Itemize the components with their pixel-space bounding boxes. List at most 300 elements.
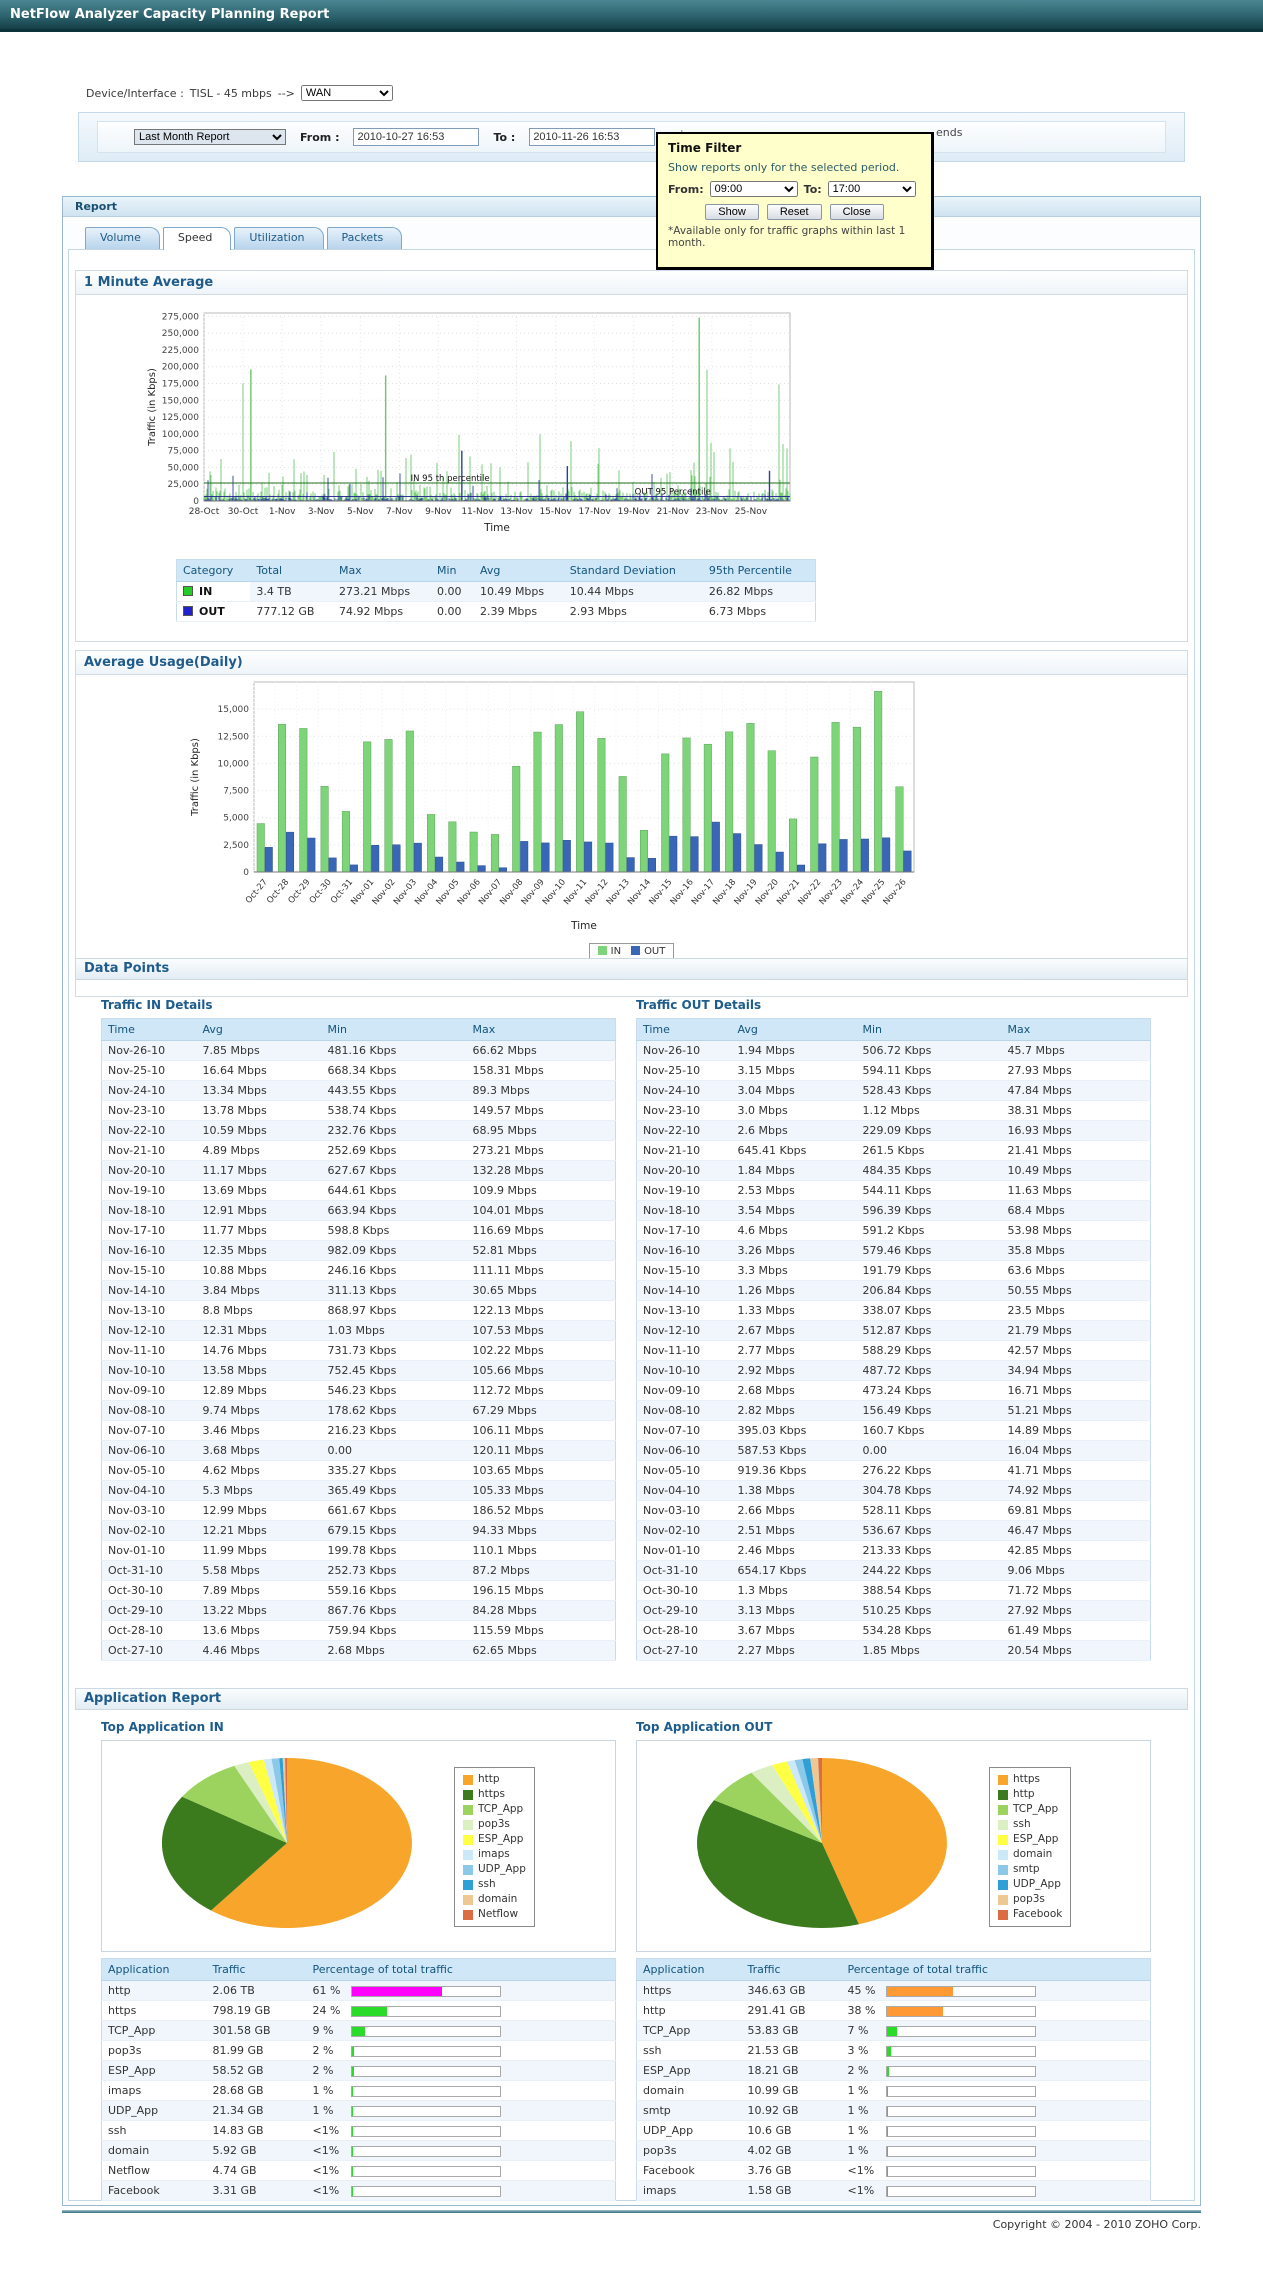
- percentage-bar: [887, 2127, 888, 2136]
- percentage-bar-track: [351, 2086, 501, 2097]
- top-application-in-pie: [102, 1741, 615, 1956]
- svg-text:10,000: 10,000: [217, 759, 249, 770]
- percentage-bar: [352, 2087, 353, 2096]
- legend-item: TCP_App: [463, 1802, 526, 1817]
- top-application-out-legend: [989, 1767, 1071, 1927]
- svg-text:3-Nov: 3-Nov: [307, 507, 335, 517]
- svg-text:Nov-21: Nov-21: [775, 877, 803, 908]
- svg-text:12,500: 12,500: [217, 732, 249, 743]
- device-interface-label: Device/Interface :: [86, 86, 184, 100]
- svg-text:1-Nov: 1-Nov: [268, 507, 296, 517]
- legend-swatch: [463, 1775, 473, 1785]
- percentage-bar-track: [351, 2006, 501, 2017]
- table-row: Nov-06-10 587.53 Kbps 0.00 16.04 Mbps: [637, 1441, 1151, 1461]
- percentage-bar-track: [886, 2126, 1036, 2137]
- table-row: Nov-25-10 3.15 Mbps 594.11 Kbps 27.93 Mbps: [637, 1061, 1151, 1081]
- table-row: Nov-04-10 5.3 Mbps 365.49 Kbps 105.33 Mbps: [102, 1481, 616, 1501]
- table-row: Nov-21-10 4.89 Mbps 252.69 Kbps 273.21 Mbps: [102, 1141, 616, 1161]
- percentage-bar: [887, 2067, 890, 2076]
- tab-speed[interactable]: Speed: [163, 227, 231, 250]
- svg-text:Oct-31: Oct-31: [329, 877, 356, 906]
- top-application-out-title: Top Application OUT: [636, 1720, 773, 1734]
- svg-text:Nov-17: Nov-17: [689, 877, 718, 908]
- svg-text:7,500: 7,500: [223, 786, 249, 797]
- legend-swatch: [998, 1775, 1008, 1785]
- table-row: Nov-18-10 3.54 Mbps 596.39 Kbps 68.4 Mbps: [637, 1201, 1151, 1221]
- percentage-bar-track: [351, 2106, 501, 2117]
- percentage-bar-track: [886, 2166, 1036, 2177]
- legend-item: smtp: [998, 1862, 1062, 1877]
- table-header-row: Time Avg Min Max: [102, 1019, 616, 1041]
- table-row: Nov-23-10 13.78 Mbps 538.74 Kbps 149.57 Mbps: [102, 1101, 616, 1121]
- report-toolbar-inner: [97, 121, 1166, 153]
- svg-text:25,000: 25,000: [167, 480, 199, 491]
- legend-swatch: [463, 1880, 473, 1890]
- percentage-bar: [352, 2187, 353, 2196]
- table-row: ssh 14.83 GB <1%: [102, 2121, 616, 2141]
- percentage-bar-track: [351, 1986, 501, 1997]
- one-minute-average-chart: [142, 301, 832, 556]
- table-row: Nov-01-10 11.99 Mbps 199.78 Kbps 110.1 Mbps: [102, 1541, 616, 1561]
- table-row: Nov-09-10 2.68 Mbps 473.24 Kbps 16.71 Mbps: [637, 1381, 1151, 1401]
- table-row: Nov-02-10 2.51 Mbps 536.67 Kbps 46.47 Mbps: [637, 1521, 1151, 1541]
- svg-text:Time: Time: [571, 920, 597, 932]
- legend-swatch: [463, 1865, 473, 1875]
- percentage-bar-track: [886, 2146, 1036, 2157]
- percentage-bar-track: [886, 2186, 1036, 2197]
- table-row: Oct-28-10 13.6 Mbps 759.94 Kbps 115.59 Mbps: [102, 1621, 616, 1641]
- legend-item: https: [463, 1787, 526, 1802]
- table-row: Nov-19-10 13.69 Mbps 644.61 Kbps 109.9 Mbps: [102, 1181, 616, 1201]
- table-row: Nov-06-10 3.68 Mbps 0.00 120.11 Mbps: [102, 1441, 616, 1461]
- percentage-bar: [887, 2147, 888, 2156]
- percentage-bar: [887, 2027, 897, 2036]
- svg-text:100,000: 100,000: [161, 429, 199, 440]
- percentage-bar: [352, 1987, 442, 1996]
- percentage-bar-track: [886, 2026, 1036, 2037]
- svg-text:Oct-30: Oct-30: [307, 877, 334, 906]
- one-minute-average-title: 1 Minute Average: [76, 271, 1187, 295]
- legend-swatch: [998, 1820, 1008, 1830]
- to-date-input[interactable]: [529, 128, 655, 146]
- series-swatch: [183, 586, 193, 596]
- table-row: Nov-16-10 12.35 Mbps 982.09 Kbps 52.81 Mbps: [102, 1241, 616, 1261]
- legend-swatch: [998, 1880, 1008, 1890]
- close-button[interactable]: Close: [830, 204, 884, 220]
- legend-item: ESP_App: [998, 1832, 1062, 1847]
- svg-text:Traffic (in Kbps): Traffic (in Kbps): [147, 368, 158, 446]
- table-row: UDP_App 21.34 GB 1 %: [102, 2101, 616, 2121]
- svg-text:Nov-22: Nov-22: [796, 877, 824, 908]
- app-header-title: NetFlow Analyzer Capacity Planning Report: [0, 0, 1263, 32]
- table-row: Nov-12-10 2.67 Mbps 512.87 Kbps 21.79 Mbps: [637, 1321, 1151, 1341]
- percentage-bar-track: [351, 2046, 501, 2057]
- device-interface-row: [86, 82, 393, 104]
- to-label: To :: [493, 130, 516, 144]
- table-row: Nov-25-10 16.64 Mbps 668.34 Kbps 158.31 Mbps: [102, 1061, 616, 1081]
- legend-swatch: [463, 1790, 473, 1800]
- svg-text:5-Nov: 5-Nov: [346, 507, 374, 517]
- table-row: Netflow 4.74 GB <1%: [102, 2161, 616, 2181]
- table-row: Nov-24-10 13.34 Mbps 443.55 Kbps 89.3 Mbps: [102, 1081, 616, 1101]
- legend-item: domain: [463, 1892, 526, 1907]
- table-row: Nov-14-10 1.26 Mbps 206.84 Kbps 50.55 Mbps: [637, 1281, 1151, 1301]
- svg-text:250,000: 250,000: [161, 329, 199, 340]
- data-points-title: Data Points: [75, 958, 1188, 980]
- svg-text:Nov-13: Nov-13: [604, 877, 632, 908]
- svg-text:Nov-25: Nov-25: [860, 877, 888, 908]
- table-row: smtp 10.92 GB 1 %: [637, 2101, 1151, 2121]
- average-usage-daily-title: Average Usage(Daily): [76, 651, 1187, 675]
- table-row: UDP_App 10.6 GB 1 %: [637, 2121, 1151, 2141]
- time-filter-from-select[interactable]: [710, 181, 798, 197]
- time-filter-note: *Available only for traffic graphs within last 1 month.: [668, 225, 906, 249]
- application-out-table: [636, 1958, 1151, 2201]
- legend-swatch: [998, 1805, 1008, 1815]
- tab-volume[interactable]: Volume: [85, 227, 160, 249]
- application-report-title: Application Report: [75, 1688, 1188, 1710]
- table-row: TCP_App 301.58 GB 9 %: [102, 2021, 616, 2041]
- average-usage-daily-chart: [176, 667, 946, 945]
- svg-text:125,000: 125,000: [161, 413, 199, 424]
- svg-text:0: 0: [243, 868, 249, 878]
- from-date-input[interactable]: [353, 128, 479, 146]
- legend-swatch: [998, 1865, 1008, 1875]
- table-row: Nov-11-10 14.76 Mbps 731.73 Kbps 102.22 Mbps: [102, 1341, 616, 1361]
- svg-text:25-Nov: 25-Nov: [734, 507, 768, 517]
- legend-swatch: [463, 1895, 473, 1905]
- table-row: domain 5.92 GB <1%: [102, 2141, 616, 2161]
- device-name: TISL - 45 mbps: [189, 86, 272, 100]
- svg-text:15,000: 15,000: [217, 705, 249, 716]
- tab-utilization[interactable]: Utilization: [234, 227, 323, 249]
- table-row: Nov-24-10 3.04 Mbps 528.43 Kbps 47.84 Mbps: [637, 1081, 1151, 1101]
- svg-text:225,000: 225,000: [161, 345, 199, 356]
- time-filter-description: Show reports only for the selected period.: [668, 161, 900, 174]
- svg-text:Nov-20: Nov-20: [753, 877, 781, 908]
- legend-item: domain: [998, 1847, 1062, 1862]
- legend-swatch: [998, 1895, 1008, 1905]
- percentage-bar: [887, 2167, 888, 2176]
- table-row: Nov-10-10 2.92 Mbps 487.72 Kbps 34.94 Mbps: [637, 1361, 1151, 1381]
- table-row: Oct-27-10 2.27 Mbps 1.85 Mbps 20.54 Mbps: [637, 1641, 1151, 1661]
- percentage-bar: [887, 2087, 888, 2096]
- legend-item: Facebook: [998, 1907, 1062, 1922]
- svg-text:0: 0: [193, 497, 199, 507]
- table-row: Nov-03-10 2.66 Mbps 528.11 Kbps 69.81 Mbps: [637, 1501, 1151, 1521]
- table-row: Nov-20-10 1.84 Mbps 484.35 Kbps 10.49 Mbps: [637, 1161, 1151, 1181]
- table-row: domain 10.99 GB 1 %: [637, 2081, 1151, 2101]
- legend-swatch: [463, 1835, 473, 1845]
- svg-text:Oct-29: Oct-29: [286, 877, 313, 906]
- top-application-out-pie-box: [636, 1740, 1151, 1952]
- table-row: Nov-03-10 12.99 Mbps 661.67 Kbps 186.52 Mbps: [102, 1501, 616, 1521]
- table-row: Nov-07-10 395.03 Kbps 160.7 Kbps 14.89 Mbps: [637, 1421, 1151, 1441]
- legend-swatch: [463, 1850, 473, 1860]
- legend-swatch: [998, 1790, 1008, 1800]
- table-row: pop3s 81.99 GB 2 %: [102, 2041, 616, 2061]
- svg-text:Nov-07: Nov-07: [477, 877, 505, 908]
- table-row: Nov-23-10 3.0 Mbps 1.12 Mbps 38.31 Mbps: [637, 1101, 1151, 1121]
- svg-text:19-Nov: 19-Nov: [617, 507, 650, 517]
- table-row: Nov-15-10 3.3 Mbps 191.79 Kbps 63.6 Mbps: [637, 1261, 1151, 1281]
- percentage-bar: [887, 2107, 888, 2116]
- reset-button[interactable]: Reset: [767, 204, 822, 220]
- percentage-bar-track: [886, 2066, 1036, 2077]
- table-row: Nov-05-10 4.62 Mbps 335.27 Kbps 103.65 Mbps: [102, 1461, 616, 1481]
- table-row: IN 3.4 TB 273.21 Mbps 0.00 10.49 Mbps 10.44 Mbps 26.82 Mbps: [177, 582, 816, 602]
- percentage-bar-track: [886, 2046, 1036, 2057]
- svg-text:Oct-27: Oct-27: [243, 877, 270, 906]
- table-row: Nov-20-10 11.17 Mbps 627.67 Kbps 132.28 Mbps: [102, 1161, 616, 1181]
- legend-item: https: [998, 1772, 1062, 1787]
- svg-text:Nov-04: Nov-04: [413, 877, 441, 908]
- table-row: Nov-16-10 3.26 Mbps 579.46 Kbps 35.8 Mbps: [637, 1241, 1151, 1261]
- percentage-bar: [352, 2107, 353, 2116]
- table-row: TCP_App 53.83 GB 7 %: [637, 2021, 1151, 2041]
- legend-item: UDP_App: [463, 1862, 526, 1877]
- report-tabs: [85, 227, 402, 249]
- percentage-bar-track: [351, 2066, 501, 2077]
- percentage-bar-track: [351, 2026, 501, 2037]
- table-row: Nov-04-10 1.38 Mbps 304.78 Kbps 74.92 Mbps: [637, 1481, 1151, 1501]
- svg-text:Nov-12: Nov-12: [583, 877, 611, 908]
- svg-text:Nov-19: Nov-19: [732, 877, 760, 908]
- series-swatch: [183, 606, 193, 616]
- table-row: Nov-22-10 2.6 Mbps 229.09 Kbps 16.93 Mbps: [637, 1121, 1151, 1141]
- table-row: Nov-13-10 8.8 Mbps 868.97 Kbps 122.13 Mbps: [102, 1301, 616, 1321]
- report-panel: [62, 196, 1201, 2206]
- table-row: Nov-17-10 11.77 Mbps 598.8 Kbps 116.69 Mbps: [102, 1221, 616, 1241]
- table-row: ESP_App 58.52 GB 2 %: [102, 2061, 616, 2081]
- table-row: Nov-26-10 1.94 Mbps 506.72 Kbps 45.7 Mbps: [637, 1041, 1151, 1061]
- table-row: Oct-28-10 3.67 Mbps 534.28 Kbps 61.49 Mbps: [637, 1621, 1151, 1641]
- time-filter-to-select[interactable]: [828, 181, 916, 197]
- table-row: Nov-10-10 13.58 Mbps 752.45 Kbps 105.66 Mbps: [102, 1361, 616, 1381]
- table-row: Nov-21-10 645.41 Kbps 261.5 Kbps 21.41 Mbps: [637, 1141, 1151, 1161]
- table-row: Nov-17-10 4.6 Mbps 591.2 Kbps 53.98 Mbps: [637, 1221, 1151, 1241]
- report-content: [68, 249, 1195, 2201]
- from-label: From :: [300, 130, 340, 144]
- top-application-in-pie-box: [101, 1740, 616, 1952]
- top-application-out-pie: [637, 1741, 1150, 1956]
- percentage-bar: [887, 2007, 943, 2016]
- svg-text:Nov-23: Nov-23: [817, 877, 845, 908]
- svg-text:15-Nov: 15-Nov: [539, 507, 572, 517]
- copyright-text: Copyright © 2004 - 2010 ZOHO Corp.: [992, 2218, 1201, 2231]
- table-row: Oct-29-10 13.22 Mbps 867.76 Kbps 84.28 Mbps: [102, 1601, 616, 1621]
- svg-text:Nov-14: Nov-14: [626, 877, 654, 908]
- svg-text:Nov-03: Nov-03: [391, 877, 419, 908]
- svg-text:Nov-15: Nov-15: [647, 877, 675, 908]
- legend-item: http: [998, 1787, 1062, 1802]
- percentage-bar: [887, 1987, 954, 1996]
- svg-text:IN 95 th percentile: IN 95 th percentile: [410, 473, 490, 484]
- table-row: Nov-01-10 2.46 Mbps 213.33 Kbps 42.85 Mbps: [637, 1541, 1151, 1561]
- table-row: Nov-11-10 2.77 Mbps 588.29 Kbps 42.57 Mbps: [637, 1341, 1151, 1361]
- percentage-bar: [352, 2167, 353, 2176]
- legend-item: imaps: [463, 1847, 526, 1862]
- percentage-bar: [887, 2187, 888, 2196]
- top-application-in-title: Top Application IN: [101, 1720, 224, 1734]
- legend-item: pop3s: [998, 1892, 1062, 1907]
- svg-text:Nov-24: Nov-24: [838, 877, 867, 908]
- table-row: Nov-22-10 10.59 Mbps 232.76 Kbps 68.95 Mbps: [102, 1121, 616, 1141]
- traffic-stats-table: [176, 559, 816, 622]
- table-row: Nov-14-10 3.84 Mbps 311.13 Kbps 30.65 Mbps: [102, 1281, 616, 1301]
- svg-text:Traffic (in Kbps): Traffic (in Kbps): [190, 738, 201, 816]
- table-row: Nov-02-10 12.21 Mbps 679.15 Kbps 94.33 Mbps: [102, 1521, 616, 1541]
- table-header-row: Time Avg Min Max: [637, 1019, 1151, 1041]
- time-filter-title: Time Filter: [668, 141, 742, 155]
- percentage-bar: [352, 2127, 353, 2136]
- report-toolbar: [78, 112, 1185, 162]
- traffic-out-details-title: Traffic OUT Details: [636, 998, 762, 1012]
- table-row: Nov-18-10 12.91 Mbps 663.94 Kbps 104.01 Mbps: [102, 1201, 616, 1221]
- traffic-in-details-table: [101, 1018, 616, 1661]
- svg-text:Nov-26: Nov-26: [881, 877, 909, 908]
- svg-text:17-Nov: 17-Nov: [578, 507, 611, 517]
- legend-swatch: [998, 1835, 1008, 1845]
- application-in-table: [101, 1958, 616, 2201]
- svg-text:11-Nov: 11-Nov: [461, 507, 494, 517]
- table-row: Nov-05-10 919.36 Kbps 276.22 Kbps 41.71 Mbps: [637, 1461, 1151, 1481]
- table-row: http 291.41 GB 38 %: [637, 2001, 1151, 2021]
- table-header-row: Application Traffic Percentage of total traffic: [102, 1959, 616, 1981]
- percentage-bar: [352, 2027, 365, 2036]
- legend-item: ESP_App: [463, 1832, 526, 1847]
- table-header-row: Application Traffic Percentage of total traffic: [637, 1959, 1151, 1981]
- time-filter-popup: [656, 132, 934, 270]
- arrow-glyph: -->: [277, 86, 295, 100]
- percentage-bar-track: [886, 2006, 1036, 2017]
- svg-text:150,000: 150,000: [161, 396, 199, 407]
- svg-text:30-Oct: 30-Oct: [227, 507, 259, 517]
- legend-swatch: [998, 1910, 1008, 1920]
- table-row: Oct-31-10 654.17 Kbps 244.22 Kbps 9.06 Mbps: [637, 1561, 1151, 1581]
- table-row: pop3s 4.02 GB 1 %: [637, 2141, 1151, 2161]
- percentage-bar-track: [886, 1986, 1036, 1997]
- table-row: Nov-13-10 1.33 Mbps 338.07 Kbps 23.5 Mbps: [637, 1301, 1151, 1321]
- percentage-bar-track: [351, 2166, 501, 2177]
- svg-text:175,000: 175,000: [161, 379, 199, 390]
- table-row: Nov-19-10 2.53 Mbps 544.11 Kbps 11.63 Mbps: [637, 1181, 1151, 1201]
- svg-text:2,500: 2,500: [223, 840, 249, 851]
- percentage-bar: [352, 2007, 388, 2016]
- svg-text:200,000: 200,000: [161, 362, 199, 373]
- table-row: Nov-08-10 2.82 Mbps 156.49 Kbps 51.21 Mbps: [637, 1401, 1151, 1421]
- time-filter-to-label: To:: [803, 182, 822, 196]
- percentage-bar: [352, 2047, 355, 2056]
- svg-text:Nov-02: Nov-02: [370, 877, 398, 908]
- legend-swatch: [631, 946, 640, 955]
- average-usage-daily-section: [75, 650, 1188, 997]
- svg-text:Nov-16: Nov-16: [668, 877, 696, 908]
- svg-text:Oct-28: Oct-28: [265, 877, 292, 906]
- legend-swatch: [998, 1850, 1008, 1860]
- one-minute-average-section: [75, 270, 1188, 642]
- legend-item: IN: [598, 946, 621, 957]
- table-row: Nov-26-10 7.85 Mbps 481.16 Kbps 66.62 Mbps: [102, 1041, 616, 1061]
- table-row: Oct-29-10 3.13 Mbps 510.25 Kbps 27.92 Mbps: [637, 1601, 1151, 1621]
- svg-text:9-Nov: 9-Nov: [425, 507, 452, 517]
- report-panel-title: Report: [63, 197, 1200, 217]
- legend-swatch: [463, 1910, 473, 1920]
- svg-text:Nov-08: Nov-08: [498, 877, 526, 908]
- svg-text:13-Nov: 13-Nov: [500, 507, 533, 517]
- legend-swatch: [463, 1820, 473, 1830]
- traffic-out-details-table: [636, 1018, 1151, 1661]
- legend-swatch: [463, 1805, 473, 1815]
- legend-item: TCP_App: [998, 1802, 1062, 1817]
- svg-text:Nov-10: Nov-10: [540, 877, 569, 908]
- tab-packets[interactable]: Packets: [327, 227, 403, 249]
- svg-text:5,000: 5,000: [223, 813, 249, 824]
- table-row: Nov-12-10 12.31 Mbps 1.03 Mbps 107.53 Mbps: [102, 1321, 616, 1341]
- legend-swatch: [598, 946, 607, 955]
- percentage-bar-track: [886, 2106, 1036, 2117]
- table-row: http 2.06 TB 61 %: [102, 1981, 616, 2001]
- table-row: Nov-08-10 9.74 Mbps 178.62 Kbps 67.29 Mbps: [102, 1401, 616, 1421]
- percentage-bar-track: [351, 2126, 501, 2137]
- svg-text:23-Nov: 23-Nov: [695, 507, 728, 517]
- legend-item: pop3s: [463, 1817, 526, 1832]
- svg-text:Nov-01: Nov-01: [349, 877, 377, 908]
- time-filter-from-label: From:: [668, 182, 704, 196]
- legend-item: ssh: [998, 1817, 1062, 1832]
- legend-item: OUT: [631, 946, 665, 957]
- table-row: OUT 777.12 GB 74.92 Mbps 0.00 2.39 Mbps 2.93 Mbps 6.73 Mbps: [177, 602, 816, 622]
- table-row: Facebook 3.31 GB <1%: [102, 2181, 616, 2201]
- svg-text:7-Nov: 7-Nov: [386, 507, 413, 517]
- percentage-bar-track: [351, 2186, 501, 2197]
- table-row: Oct-30-10 7.89 Mbps 559.16 Kbps 196.15 Mbps: [102, 1581, 616, 1601]
- table-row: Nov-07-10 3.46 Mbps 216.23 Kbps 106.11 Mbps: [102, 1421, 616, 1441]
- svg-text:Nov-11: Nov-11: [562, 877, 590, 908]
- table-row: ssh 21.53 GB 3 %: [637, 2041, 1151, 2061]
- legend-item: ssh: [463, 1877, 526, 1892]
- table-row: https 798.19 GB 24 %: [102, 2001, 616, 2021]
- percentage-bar-track: [886, 2086, 1036, 2097]
- footer-divider: [62, 2210, 1201, 2213]
- trends-link-partial[interactable]: ends: [936, 126, 963, 139]
- interface-select[interactable]: [301, 85, 393, 101]
- legend-item: UDP_App: [998, 1877, 1062, 1892]
- svg-text:Nov-18: Nov-18: [711, 877, 739, 908]
- percentage-bar: [887, 2047, 891, 2056]
- svg-text:Nov-09: Nov-09: [519, 877, 547, 908]
- percentage-bar: [352, 2067, 355, 2076]
- svg-text:275,000: 275,000: [161, 312, 199, 323]
- table-row: https 346.63 GB 45 %: [637, 1981, 1151, 2001]
- percentage-bar: [352, 2147, 353, 2156]
- traffic-in-details-title: Traffic IN Details: [101, 998, 213, 1012]
- svg-text:50,000: 50,000: [167, 463, 199, 474]
- svg-text:Nov-05: Nov-05: [434, 877, 462, 908]
- svg-text:75,000: 75,000: [167, 446, 199, 457]
- table-header-row: Category Total Max Min Avg Standard Deviation 95th Percentile: [177, 560, 816, 582]
- svg-text:Time: Time: [484, 522, 510, 534]
- legend-item: Netflow: [463, 1907, 526, 1922]
- show-button[interactable]: Show: [705, 204, 759, 220]
- table-row: Nov-09-10 12.89 Mbps 546.23 Kbps 112.72 Mbps: [102, 1381, 616, 1401]
- svg-text:Nov-06: Nov-06: [455, 877, 483, 908]
- legend-item: http: [463, 1772, 526, 1787]
- report-period-select[interactable]: [134, 129, 286, 145]
- table-row: Oct-31-10 5.58 Mbps 252.73 Kbps 87.2 Mbps: [102, 1561, 616, 1581]
- table-row: Oct-30-10 1.3 Mbps 388.54 Kbps 71.72 Mbps: [637, 1581, 1151, 1601]
- table-row: Facebook 3.76 GB <1%: [637, 2161, 1151, 2181]
